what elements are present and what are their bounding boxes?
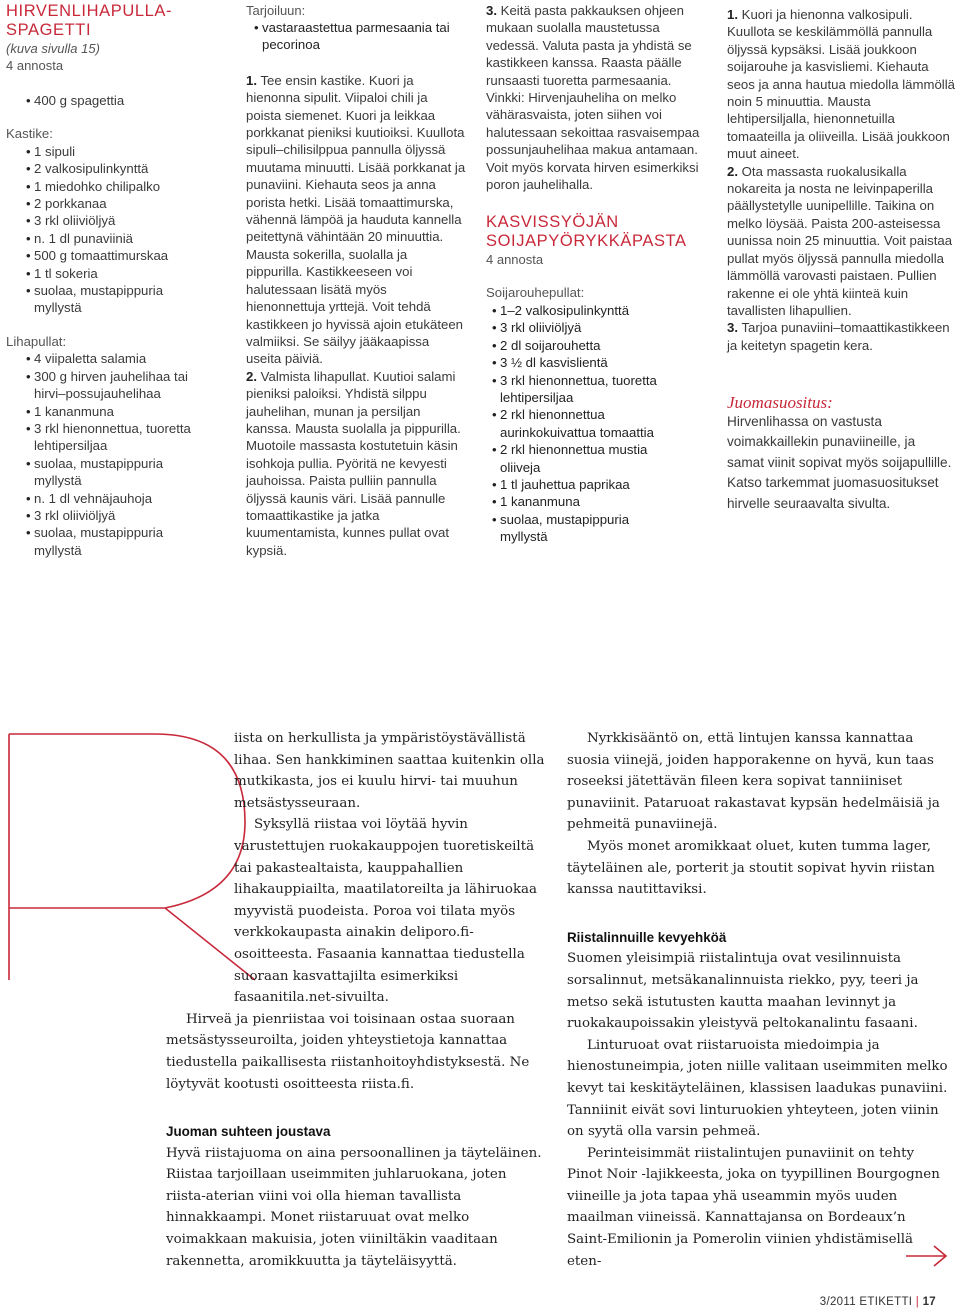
recipe-title: HIRVENLIHAPULLA-SPAGETTI <box>6 2 173 39</box>
step-3 <box>486 2 701 89</box>
sauce-label: Kastike: <box>6 126 53 142</box>
list-item: • 400 g spagettia <box>26 92 221 109</box>
list-item: • n. 1 dl punaviiniä <box>26 230 221 247</box>
recipe-source: (kuva sivulla 15) <box>6 41 100 56</box>
recipe-title-2: KASVISSYÖJÄN SOIJAPYÖRYKKÄPASTA <box>486 213 687 251</box>
soy-ingredient-list <box>486 302 701 546</box>
meatball-ingredient-list <box>6 350 221 559</box>
drink-recommendation-text: Hirvenlihassa on vastusta voimakkaillekin punaviineille, ja samat viinit sopivat myös soijapullille. Katso tarkemmat juomasuositukset hirvelle seuraavalta sivulta. <box>727 413 952 511</box>
recipe-tip: Vinkki: Hirvenjauheliha on melko vähärasvaista, joten siihen voi halutessaan sekoittaa rasvaisempaa possunjauhelihaa makua antamaan. Voit myös korvata hirven esimerkiksi poron jauhelihalla. <box>486 90 700 193</box>
list-item: • 1 kananmuna <box>492 493 701 510</box>
list-item: • 1 kananmuna <box>26 403 221 420</box>
issue-label: 3/2011 ETIKETTI <box>819 1296 913 1308</box>
article-column-left <box>166 728 548 1272</box>
article-column-right <box>567 728 949 1272</box>
step-text: Keitä pasta pakkauksen ohjeen mukaan suolalla maustetussa vedessä. Valuta pasta ja yhdistä se kastikkeen kanssa. Raasta päälle runsaasti tuoretta parmesaania. <box>486 3 692 88</box>
step-3 <box>727 319 955 354</box>
list-item: • 1 sipuli <box>26 143 221 160</box>
step-text: Kuori ja hienonna valkosipuli. Kuullota se keskilämmöllä pannulla öljyssä kypsäksi. Lisää joukkoon soijarouhe ja kasvisliemi. Kiehauta seos ja anna hautua miedolla lämmöllä noin 5 minuuttia. Mausta lehtipersiljalla, hienonnetuilla tomaateilla ja oliiveilla. Lisää joukkoon muut aineet. <box>727 7 955 162</box>
article-paragraph: iista on herkullista ja ympäristöystävällistä lihaa. Sen hankkiminen saattaa kuitenkin olla mutkikasta, jos ei kuulu hirvi- tai muuhun metsästysseuraan. <box>234 731 545 811</box>
step-text: Tarjoa punaviini–tomaattikastikkeen ja keitetyn spagetin kera. <box>727 320 950 353</box>
article-paragraph: Perinteisimmät riistalintujen punaviinit on tehty Pinot Noir -lajikkeesta, joka on tyypillinen Bourgognen viineille ja jota tapaa yhä useammin myös uuden maailman viineissä. Kannattajansa on Bordeaux’n Saint-Emilionin ja Pomerolin viinien yhdistämisellä eten- <box>567 1145 940 1269</box>
step-number: 1. <box>246 72 257 88</box>
serve-label: Tarjoiluun: <box>246 3 306 18</box>
article-subheading: Riistalinnuille kevyehköä <box>567 929 727 945</box>
step-text: Tee ensin kastike. Kuori ja hienonna sipulit. Viipaloi chili ja poista siemenet. Kuori ja leikkaa porkkanat pieniksi kuutioiksi. Kuullota sipuli–chilisilppua pannulla öljyssä muutama minuutti. Lisää porkkanat ja punaviini. Kiehauta seos ja anna porista hetki. Lisää tomaattimurska, vähennä lämpöä ja hauduta kannella peitettynä vähintään 20 minuuttia. Mausta sokerilla, suolalla ja pippurilla. Kastikkeeseen voi halutessaan lisätä myös hienonnettuja yrttejä. Voit tehdä kastikkeen jo hyvissä ajoin etukäteen valmiiksi. Se säilyy jääkaapissa useita päiviä. <box>246 72 466 367</box>
recipe-column-2 <box>246 2 466 559</box>
step-number: 2. <box>727 163 738 179</box>
list-item: • 2 valkosipulinkynttä <box>26 160 221 177</box>
page-number: 17 <box>922 1296 936 1308</box>
article-subheading: Juoman suhteen joustava <box>166 1124 331 1140</box>
recipe-servings: 4 annosta <box>486 252 544 268</box>
list-item: • 3 rkl hienonnettua, tuoretta lehtipersiljaa <box>26 420 214 455</box>
list-item: • 3 rkl hienonnettua, tuoretta lehtipersiljaa <box>492 372 680 407</box>
list-item: • vastaraastettua parmesaania tai pecorinoa <box>254 19 462 54</box>
list-item: • 3 rkl oliiviöljyä <box>492 319 701 336</box>
list-item: • 2 rkl hienonnettua mustia oliiveja <box>492 441 680 476</box>
list-item: • n. 1 dl vehnäjauhoja <box>26 490 221 507</box>
step-1 <box>246 72 466 368</box>
article-paragraph: Syksyllä riistaa voi löytää hyvin varustettujen ruokakauppojen tuoretiskeiltä tai pakastealtaista, kauppahallien lihakauppiailta, maatilatoreilta ja lähiruokaa myyvistä puodeista. Poroa voi tilata myös verkkokaupasta ainakin deliporo.fi-osoitteesta. Fasaania kannattaa tiedustella suoraan kasvattajilta esimerkiksi fasaanitila.net-sivuilta. <box>234 817 538 1006</box>
list-item: • 1 tl jauhettua paprikaa <box>492 476 701 493</box>
list-item: • suolaa, mustapippuria myllystä <box>26 282 184 317</box>
list-item: • suolaa, mustapippuria myllystä <box>26 455 184 490</box>
list-item: • 3 ½ dl kasvislientä <box>492 354 701 371</box>
list-item: • 1 miedohko chilipalko <box>26 178 221 195</box>
list-item: • 2 dl soijarouhetta <box>492 337 701 354</box>
step-number: 2. <box>246 368 257 384</box>
step-number: 1. <box>727 7 738 22</box>
list-item: • 2 porkkanaa <box>26 195 221 212</box>
drop-cap-letter: R <box>5 732 6 733</box>
sauce-ingredient-list <box>6 143 221 317</box>
list-item: • 300 g hirven jauhelihaa tai hirvi–possujauhelihaa <box>26 368 209 403</box>
step-text: Valmista lihapullat. Kuutioi salami pieniksi paloiksi. Yhdistä silppu jauhelihan, munan ja persiljan kanssa. Mausta suolalla ja pippurilla. Muotoile massasta kostutetuin käsin isohkoja pullia. Pyöritä ne kevyesti jauhoissa. Paista pulliin pannulla öljyssä kaunis väri. Lisää pannulle tomaattikastike ja jatka kuumentamista, kunnes pullat ovat kypsiä. <box>246 368 461 558</box>
list-item: • 1 tl sokeria <box>26 265 221 282</box>
list-item: • 2 rkl hienonnettua aurinkokuivattua tomaattia <box>492 406 685 441</box>
list-item: • 500 g tomaattimurskaa <box>26 247 221 264</box>
meatballs-label: Lihapullat: <box>6 333 67 349</box>
recipe-column-3 <box>486 2 701 546</box>
step-text: Ota massasta ruokalusikalla nokareita ja nosta ne leivinpaperilla päällystetylle uunipellille. Taikina on melko löysää. Paista 200-asteisessa uunissa noin 25 minuuttia. Voit paistaa pullat myös öljyssä pannulla miedolla lämmöllä varovasti paistaen. Pullien rakenne ei ole yhtä kiinteä kuin tavallisten lihapullien. <box>727 163 953 318</box>
article-paragraph: Suomen yleisimpiä riistalintuja ovat vesilinnuista sorsalinnut, metsäkanalinnuista riekko, pyy, teeri ja metso sekä istutusten kautta maahan levinnyt ja ruokakaupoissakin yleistyvä peltokanalintu fasaani. <box>567 951 919 1032</box>
soy-balls-label: Soijarouhepullat: <box>486 285 585 301</box>
recipe-column-1 <box>6 2 221 559</box>
main-ingredient-list <box>6 92 221 109</box>
article-paragraph: Myös monet aromikkaat oluet, kuten tumma lager, täyteläinen ale, porterit ja stoutit sopivat hyvin riistan kanssa nautittaviksi. <box>567 838 935 898</box>
step-1 <box>727 6 955 163</box>
drink-recommendation-title: Juomasuositus: <box>727 393 833 413</box>
article-paragraph: Nyrkkisääntö on, että lintujen kanssa kannattaa suosia viinejä, joiden happorakenne on hyvä, kun taas roseeksi jätettävän fileen kera sopivat tanniiniset punaviinit. Pataruoat rakastavat kypsän hedelmäisiä ja pehmeitä punaviinejä. <box>567 731 940 833</box>
article-paragraph: Hyvä riistajuoma on aina persoonallinen ja täyteläinen. Riistaa tarjoillaan useimmiten juhlaruokana, joten riista-aterian viini voi olla hieman tavallista hinnakkaampi. Monet riistaruuat ovat melko voimakkaan makuisia, joten viiniltäkin vaaditaan rakennetta, aromikkuutta ja täyteläisyyttä. <box>166 1145 542 1269</box>
article-paragraph: Hirveä ja pienriistaa voi toisinaan ostaa suoraan metsästysseuroilta, joiden yhteystietoja kannattaa tiedustella paikallisesta riistanhoitoyhdistyksestä. Ne löytyvät kootusti osoitteesta riista.fi. <box>166 1011 530 1092</box>
step-2 <box>246 368 466 559</box>
serve-list <box>246 19 466 54</box>
list-item: • suolaa, mustapippuria myllystä <box>26 524 184 559</box>
step-number: 3. <box>727 320 738 336</box>
article-paragraph: Linturuoat ovat riistaruoista miedoimpia ja hienostuneimpia, joten niille valitaan useimmiten melko kevyt tai keskitäyteläinen, klassisen laadukas punaviini. Tanniinit eivät sovi linturuokien yhteyteen, joten viinin on syytä olla varsin pehmeä. <box>567 1037 948 1140</box>
recipe-servings: 4 annosta <box>6 58 64 73</box>
list-item: • 3 rkl oliiviöljyä <box>26 507 221 524</box>
arrow-right-icon <box>906 1244 950 1268</box>
footer-separator: | <box>915 1296 920 1308</box>
recipe-column-4 <box>727 6 955 514</box>
step-2 <box>727 163 955 320</box>
list-item: • 1–2 valkosipulinkynttä <box>492 302 701 319</box>
step-number: 3. <box>486 3 497 18</box>
list-item: • 4 viipaletta salamia <box>26 350 221 367</box>
list-item: • 3 rkl oliiviöljyä <box>26 212 221 229</box>
page-footer <box>820 1296 936 1308</box>
list-item: • suolaa, mustapippuria myllystä <box>492 511 650 546</box>
